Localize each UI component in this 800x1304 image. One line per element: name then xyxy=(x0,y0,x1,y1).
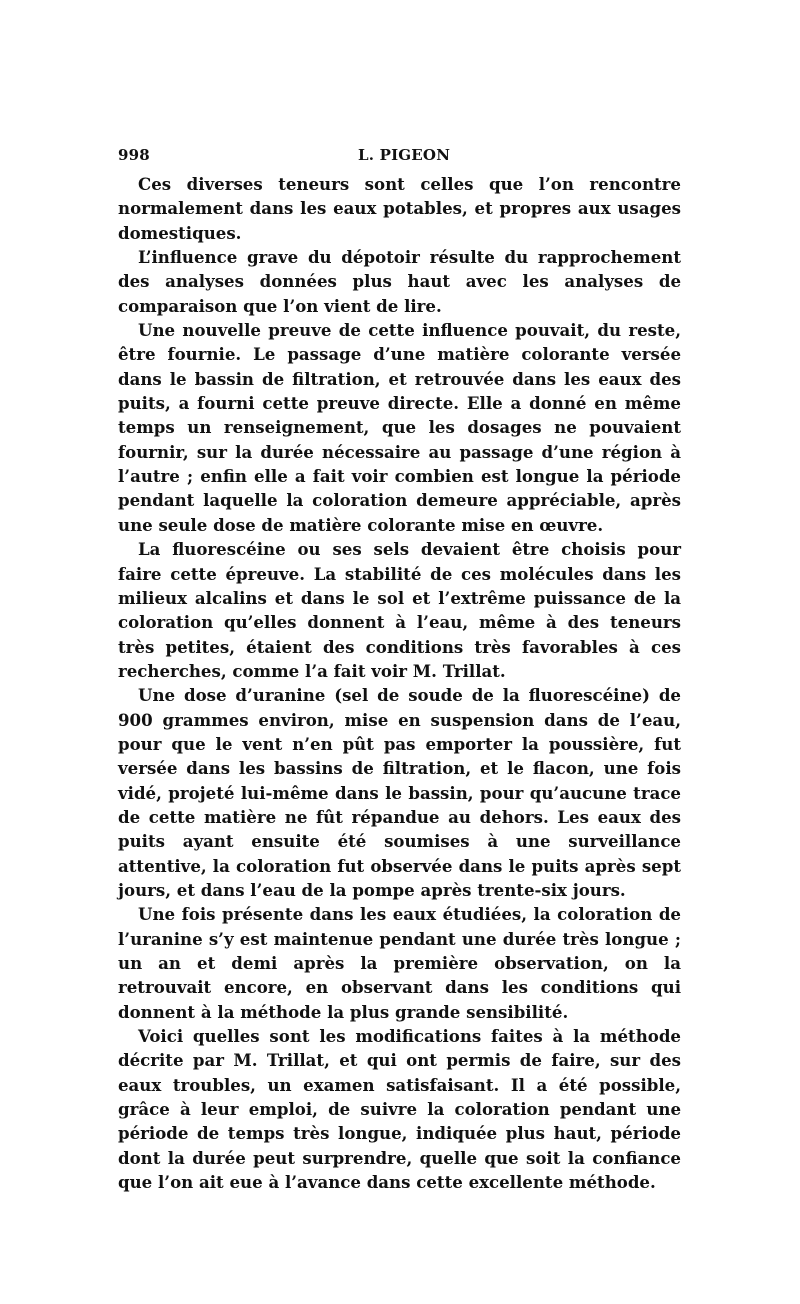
paragraph: Une nouvelle preuve de cette influence pouvait, du reste, être fournie. Le passage d’une matière colorante versée dans le bassin de filtration, et retrouvée dans les eaux des puits, a fourni cette preuve directe. Elle a donné en même temps un renseignement, que les dosages ne pouvaient fournir, sur la durée nécessaire au passage d’une région à l’autre ; enfin elle a fait voir combien est longue la période pendant laquelle la coloration demeure appréciable, après une seule dose de matière colorante mise en œuvre. xyxy=(118,320,681,535)
paragraph: L’influence grave du dépotoir résulte du rapprochement des analyses données plus haut avec les analyses de comparaison que l’on vient de lire. xyxy=(118,247,681,316)
running-head: L. PIGEON xyxy=(358,146,451,164)
body-text xyxy=(118,172,681,1194)
page-header xyxy=(118,146,681,170)
book-page xyxy=(118,146,681,1194)
paragraph: La fluorescéine ou ses sels devaient être choisis pour faire cette épreuve. La stabilité de ces molécules dans les milieux alcalins et dans le sol et l’extrême puissance de la coloration qu’elles donnent à l’eau, même à des teneurs très petites, étaient des conditions très favorables à ces recherches, comme l’a fait voir M. Trillat. xyxy=(118,539,681,681)
paragraph: Une dose d’uranine (sel de soude de la fluorescéine) de 900 grammes environ, mise en suspension dans de l’eau, pour que le vent n’en pût pas emporter la poussière, fut versée dans les bassins de filtration, et le flacon, une fois vidé, projeté lui-même dans le bassin, pour qu’aucune trace de cette matière ne fût répandue au dehors. Les eaux des puits ayant ensuite été soumises à une surveillance attentive, la coloration fut observée dans le puits après sept jours, et dans l’eau de la pompe après trente-six jours. xyxy=(118,685,681,900)
page-number: 998 xyxy=(118,146,150,164)
paragraph: Voici quelles sont les modifications faites à la méthode décrite par M. Trillat, et qui ont permis de faire, sur des eaux troubles, un examen satisfaisant. Il a été possible, grâce à leur emploi, de suivre la coloration pendant une période de temps très longue, indiquée plus haut, période dont la durée peut surprendre, quelle que soit la confiance que l’on ait eue à l’avance dans cette excellente méthode. xyxy=(118,1026,681,1193)
paragraph: Ces diverses teneurs sont celles que l’on rencontre normalement dans les eaux potables, et propres aux usages domestiques. xyxy=(118,174,681,243)
paragraph: Une fois présente dans les eaux étudiées, la coloration de l’uranine s’y est maintenue pendant une durée très longue ; un an et demi après la première observation, on la retrouvait encore, en observant dans les conditions qui donnent à la méthode la plus grande sensibilité. xyxy=(118,904,681,1022)
